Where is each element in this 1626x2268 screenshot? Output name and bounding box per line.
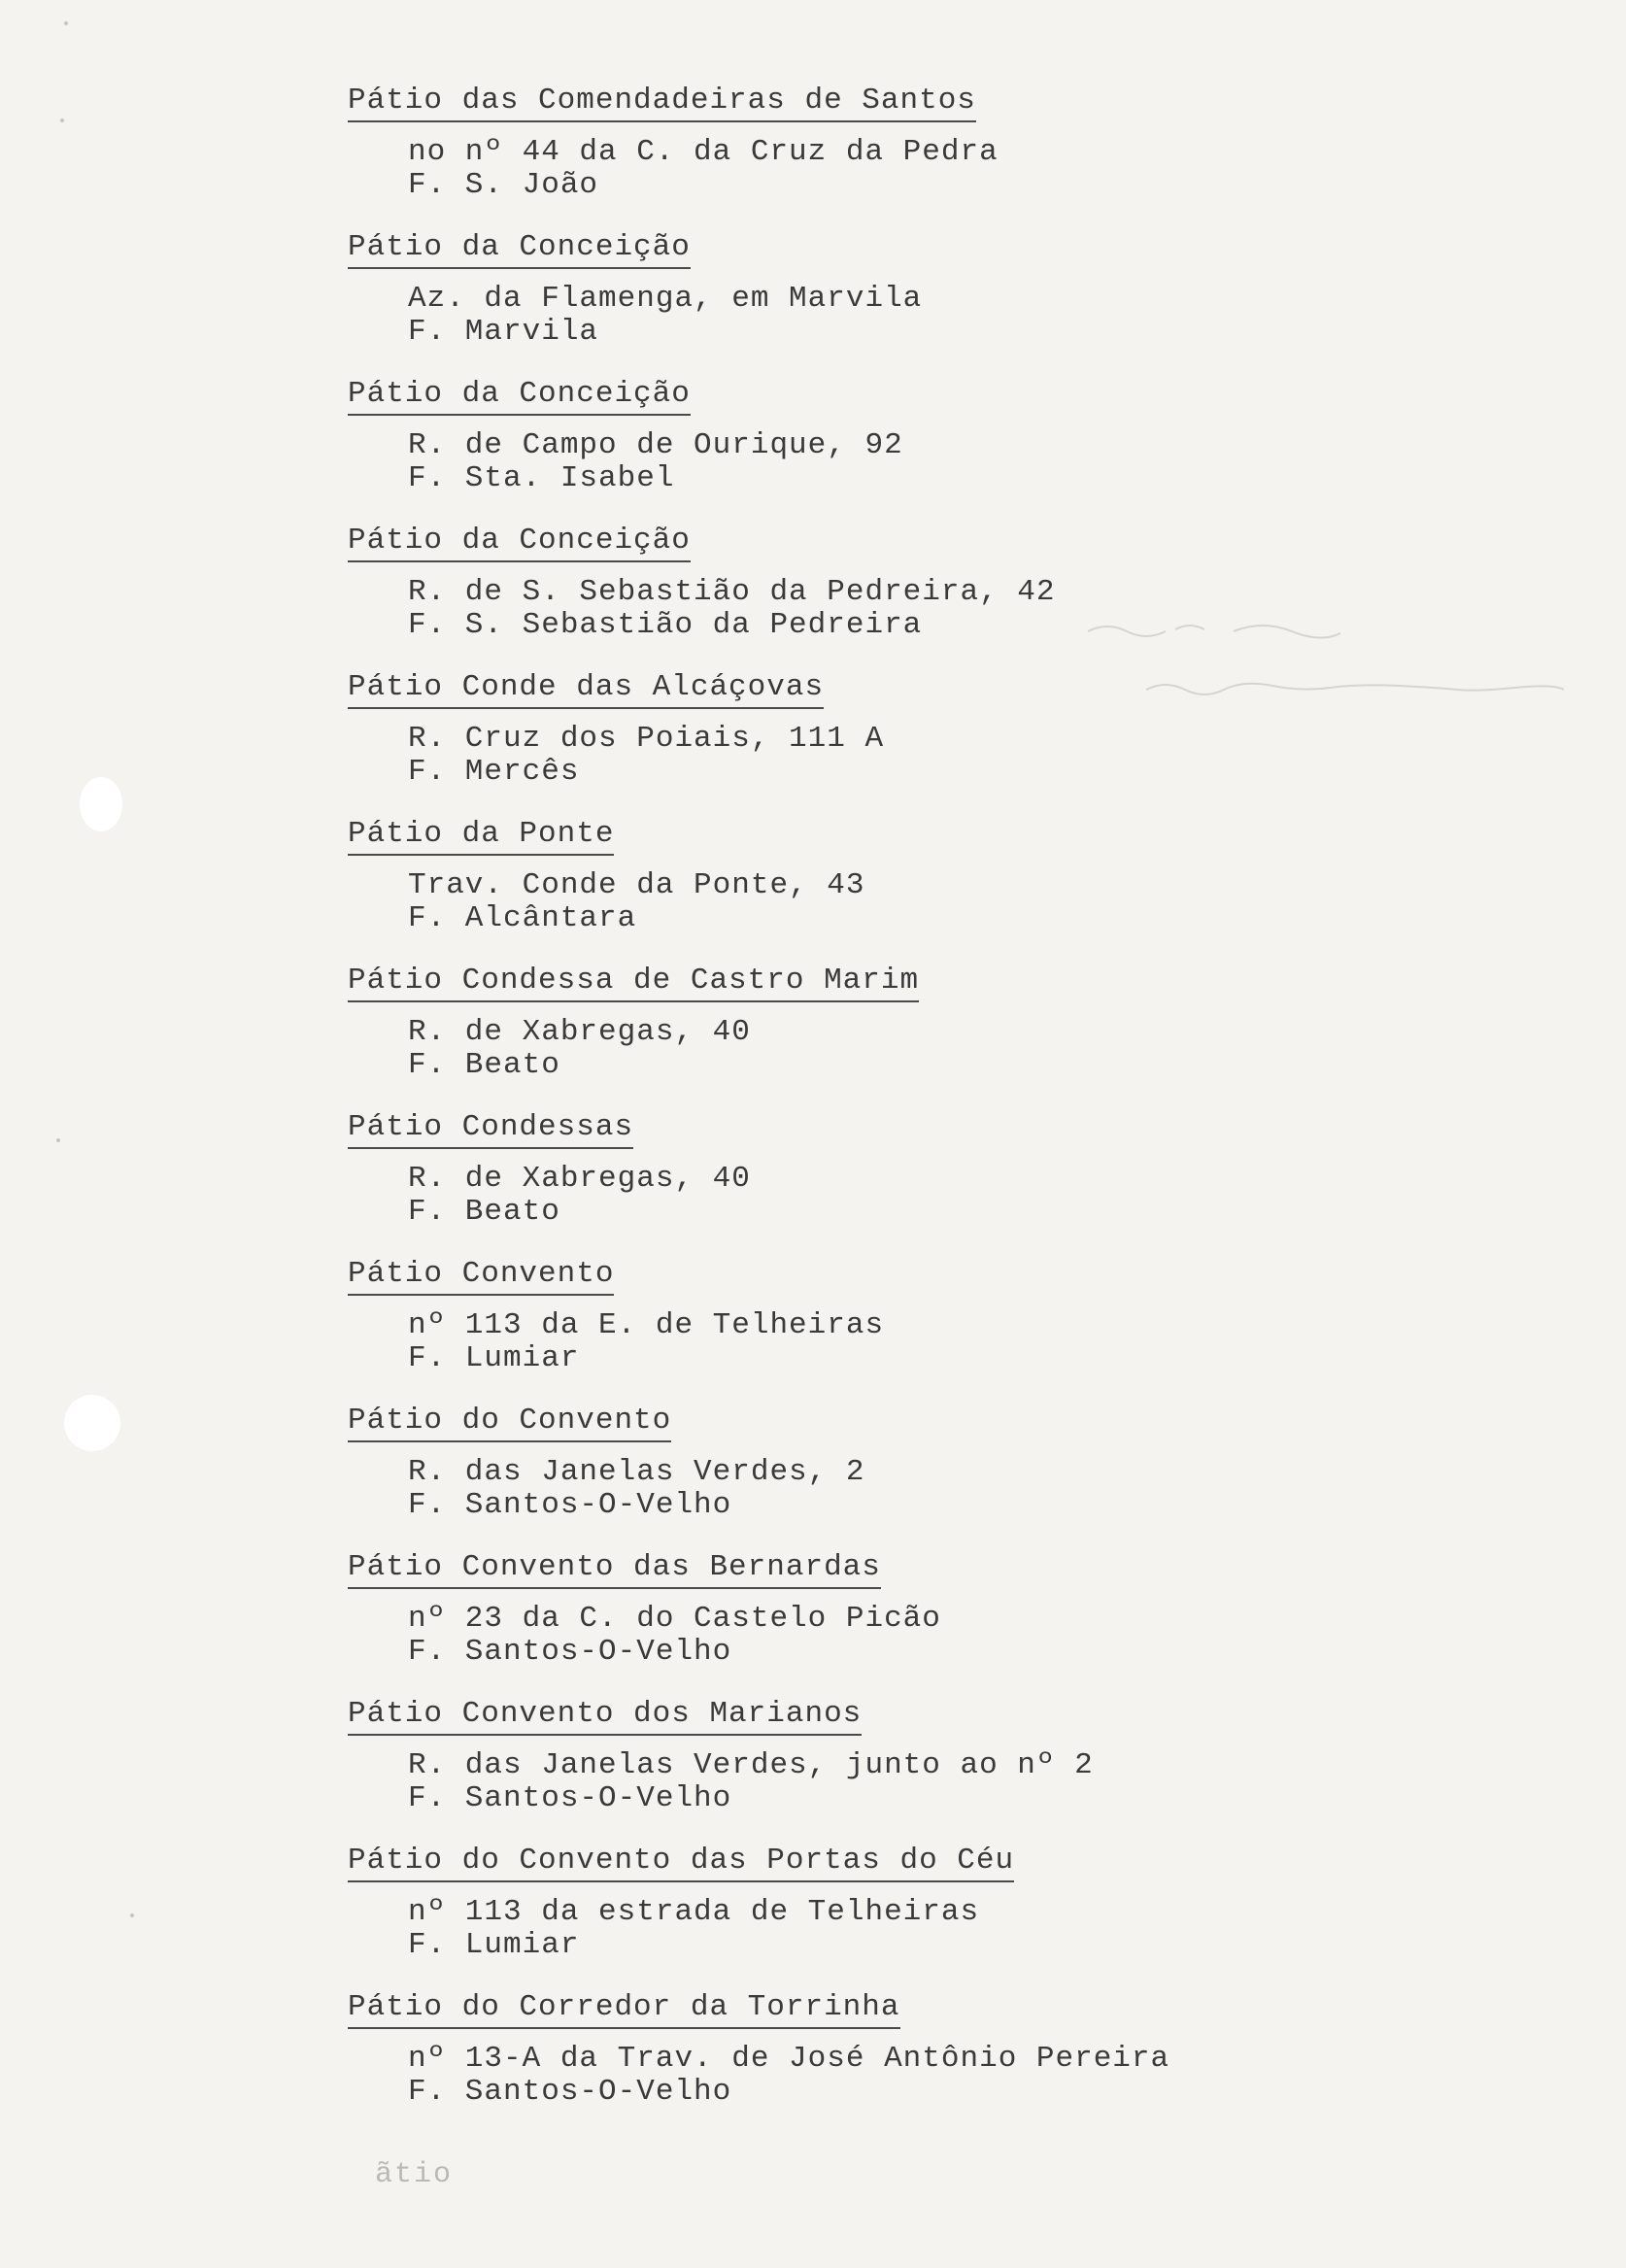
entry-details [348,1309,1494,1375]
entry-address: R. das Janelas Verdes, 2 [408,1455,865,1489]
entry-parish: F. Santos-O-Velho [408,2075,732,2109]
entry-title: Pátio da Conceição [348,377,691,416]
entry-details [348,1016,1494,1082]
entry-address: Trav. Conde da Ponte, 43 [408,868,865,902]
entry-details [348,869,1494,935]
entry-details [348,1749,1494,1815]
entry-details [348,136,1494,202]
entry-title: Pátio Convento [348,1257,614,1296]
entry [348,84,1494,230]
entry-title: Pátio das Comendadeiras de Santos [348,84,976,122]
entry-details [348,283,1494,349]
entry-parish: F. Santos-O-Velho [408,1781,732,1815]
paper-speck [60,118,64,122]
entry-address: R. de Campo de Ourique, 92 [408,428,903,462]
entry [348,1404,1494,1550]
entry-address: R. de Xabregas, 40 [408,1015,751,1049]
entry [348,1697,1494,1844]
entry-address: no nº 44 da C. da Cruz da Pedra [408,135,999,169]
entry-parish: F. Lumiar [408,1341,580,1375]
entry-address: R. de Xabregas, 40 [408,1162,751,1196]
entry-details [348,1163,1494,1229]
entry [348,1844,1494,1990]
entry-address: nº 113 da E. de Telheiras [408,1308,885,1342]
entry-parish: F. S. João [408,168,599,202]
entry-details [348,429,1494,495]
entry-title: Pátio do Convento [348,1404,671,1442]
entry [348,1550,1494,1697]
entry [348,1990,1494,2137]
entry-address: nº 13-A da Trav. de José Antônio Pereira [408,2042,1170,2076]
entry-parish: F. Santos-O-Velho [408,1635,732,1669]
entry-parish: F. Marvila [408,315,599,349]
entry [348,1257,1494,1404]
entry-details [348,1896,1494,1962]
entry-title: Pátio do Corredor da Torrinha [348,1990,900,2029]
punch-hole [80,777,122,831]
entry-title: Pátio Convento dos Marianos [348,1697,862,1736]
entry-parish: F. Mercês [408,755,580,789]
entry-list [348,84,1494,2137]
entry-details [348,1603,1494,1669]
entry-parish: F. Sta. Isabel [408,461,675,495]
entry-parish: F. S. Sebastião da Pedreira [408,608,923,642]
entry-title: Pátio da Conceição [348,230,691,269]
entry-details [348,723,1494,789]
faint-bleed-through-text: ãtio [375,2158,454,2191]
entry [348,817,1494,964]
entry-address: R. Cruz dos Poiais, 111 A [408,722,885,756]
entry-details [348,2043,1494,2109]
entry-details [348,1456,1494,1522]
entry [348,524,1494,670]
paper-speck [130,1913,134,1917]
entry-title: Pátio Condessas [348,1110,633,1149]
entry-title: Pátio Conde das Alcáçovas [348,670,824,709]
punch-hole [64,1395,120,1451]
entry-address: nº 113 da estrada de Telheiras [408,1895,980,1929]
entry-title: Pátio do Convento das Portas do Céu [348,1844,1014,1882]
entry [348,377,1494,524]
entry-title: Pátio da Ponte [348,817,614,856]
entry [348,670,1494,817]
paper-speck [56,1138,60,1142]
entry-parish: F. Alcântara [408,901,637,935]
entry-title: Pátio Convento das Bernardas [348,1550,881,1589]
entry-parish: F. Lumiar [408,1928,580,1962]
entry-parish: F. Beato [408,1048,560,1082]
entry-address: Az. da Flamenga, em Marvila [408,282,923,316]
entry-address: nº 23 da C. do Castelo Picão [408,1602,941,1636]
entry-title: Pátio da Conceição [348,524,691,562]
entry [348,230,1494,377]
entry-title: Pátio Condessa de Castro Marim [348,964,919,1002]
entry [348,1110,1494,1257]
paper-speck [64,21,68,25]
entry [348,964,1494,1110]
entry-parish: F. Santos-O-Velho [408,1488,732,1522]
entry-parish: F. Beato [408,1195,560,1229]
entry-details [348,576,1494,642]
entry-address: R. de S. Sebastião da Pedreira, 42 [408,575,1056,609]
entry-address: R. das Janelas Verdes, junto ao nº 2 [408,1748,1094,1782]
